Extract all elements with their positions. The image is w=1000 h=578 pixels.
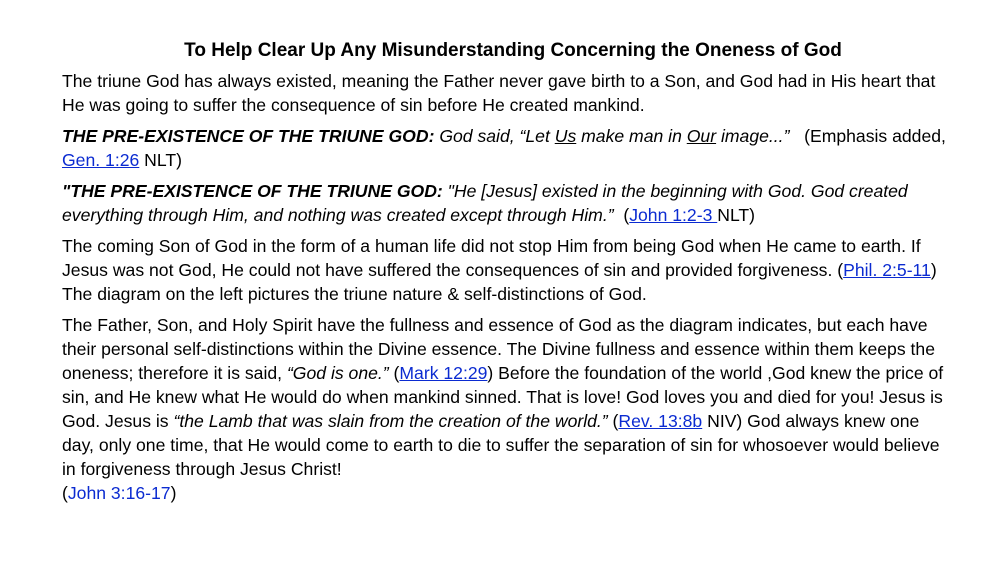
scripture-ref-john-3-16-17: John 3:16-17 bbox=[67, 483, 171, 503]
body-text: The Father, Son, and Holy Spirit have the fullness and essence of God as the diagram indicates, but each have their personal self-distinctions within the Divine essence. The Divine fullness and essence within them keeps the oneness; therefore it is said, bbox=[62, 315, 935, 383]
section-heading: THE PRE-EXISTENCE OF THE TRIUNE GOD: bbox=[62, 126, 435, 146]
quote-text: “God is one.” bbox=[286, 363, 389, 383]
body-text: ( bbox=[388, 363, 400, 383]
scripture-link-rev-13-8b[interactable]: Rev. 13:8b bbox=[618, 411, 703, 431]
citation-text: NLT) bbox=[717, 205, 756, 225]
paragraph-intro: The triune God has always existed, meaning the Father never gave birth to a Son, and God had in His heart that He was going to suffer the consequence of sin before He created mankind. bbox=[62, 71, 936, 115]
quote-text: make man in bbox=[576, 126, 687, 146]
section-heading: THE PRE-EXISTENCE OF THE TRIUNE GOD: bbox=[70, 181, 443, 201]
body-text: ( bbox=[607, 411, 619, 431]
body-text: NIV) God always knew one day, only one time, that He would come to earth to die to suffer the separation of sin for whosoever would believe in forgiveness through Jesus Christ! bbox=[62, 411, 940, 479]
body-text: ) Before the foundation of the world ,God knew the price of sin, and He knew what He would do when mankind sinned. That is love! God loves you and died for you! Jesus is God. Jesus is bbox=[62, 363, 944, 431]
scripture-link-mark-12-29[interactable]: Mark 12:29 bbox=[399, 363, 488, 383]
quote-text: image...” bbox=[716, 126, 790, 146]
citation-text: ( bbox=[613, 205, 630, 225]
open-quote: " bbox=[62, 181, 71, 201]
body-text: ( bbox=[62, 483, 68, 503]
quote-text: "He [Jesus] existed in the beginning with God. God created everything through Him, and nothing was created except through Him.” bbox=[62, 181, 908, 225]
quote-emphasis-our: Our bbox=[686, 126, 717, 146]
citation-text: NLT) bbox=[139, 150, 182, 170]
quote-text: God said, “Let bbox=[434, 126, 555, 146]
scripture-link-john-1-2-3[interactable]: John 1:2-3 bbox=[629, 205, 718, 225]
body-text: ) The diagram on the left pictures the triune nature & self-distinctions of God. bbox=[62, 260, 937, 304]
citation-text: (Emphasis added, bbox=[789, 126, 951, 146]
paragraph-preexistence-john bbox=[62, 179, 956, 227]
quote-text: “the Lamb that was slain from the creation of the world.” bbox=[173, 411, 608, 431]
paragraph-trinity-fullness bbox=[62, 313, 956, 505]
paragraph-preexistence-genesis bbox=[62, 124, 956, 172]
page-title: To Help Clear Up Any Misunderstanding Concerning the Oneness of God bbox=[184, 40, 842, 61]
paragraph-son-of-god bbox=[62, 234, 956, 306]
scripture-link-phil-2-5-11[interactable]: Phil. 2:5-11 bbox=[843, 260, 931, 280]
quote-emphasis-us: Us bbox=[554, 126, 577, 146]
body-text: ) bbox=[170, 483, 177, 503]
body-text: The coming Son of God in the form of a human life did not stop Him from being God when He came to earth. If Jesus was not God, He could not have suffered the consequences of sin and provided forgiveness. ( bbox=[62, 236, 921, 280]
scripture-link-gen-1-26[interactable]: Gen. 1:26 bbox=[62, 150, 140, 170]
